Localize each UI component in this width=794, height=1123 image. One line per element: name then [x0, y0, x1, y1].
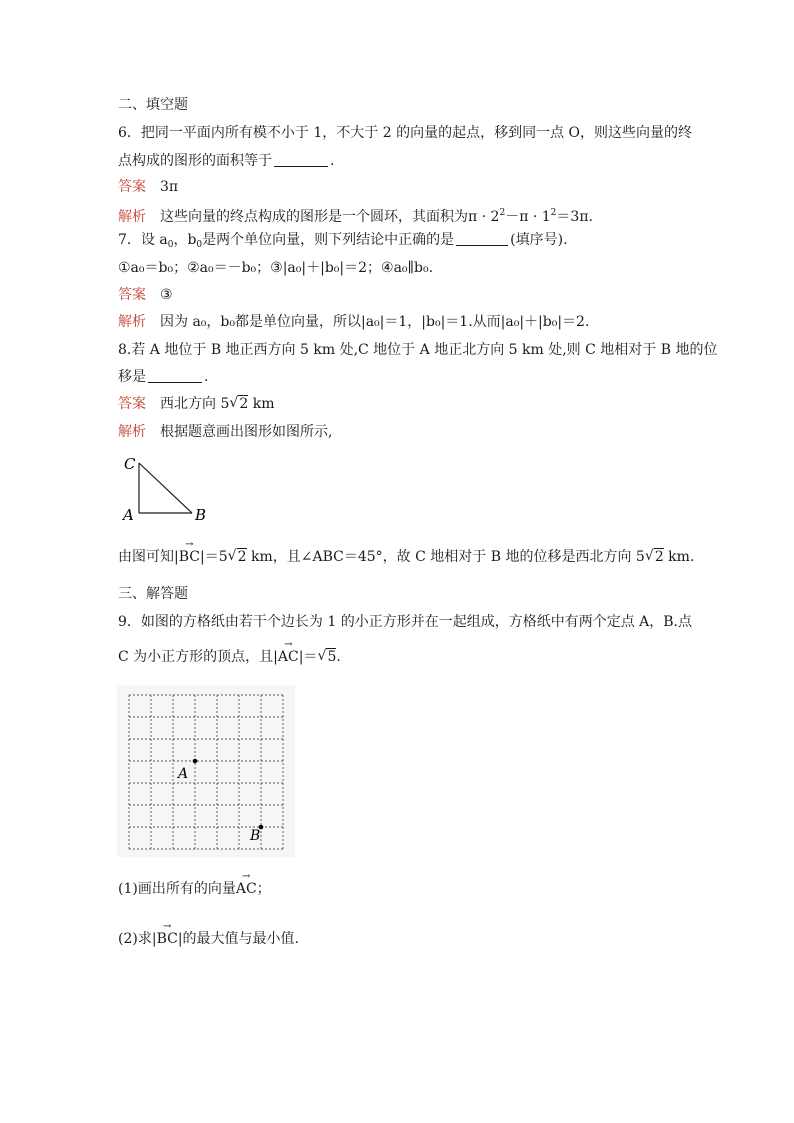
q8-answer-b: km: [248, 396, 275, 412]
label-b: B: [195, 506, 207, 524]
q6-text-line2: [118, 152, 334, 170]
q7-answer: ③: [160, 287, 173, 303]
answer-label: 答案: [118, 287, 146, 303]
q6-analysis-c: ＝3π.: [556, 209, 593, 225]
q6-analysis-a: 这些向量的终点构成的图形是一个圆环，其面积为π · 2: [160, 209, 500, 225]
q7-answer-line: [118, 286, 173, 304]
label-a: A: [123, 506, 134, 524]
vector-bc: → BC: [179, 548, 200, 566]
q9-text-end: .: [336, 649, 341, 665]
triangle-figure: [118, 450, 218, 528]
q8-conclusion-a: 由图可知|: [118, 549, 179, 565]
q7-options: ①a₀＝b₀；②a₀＝－b₀；③|a₀|＋|b₀|＝2；④a₀∥b₀.: [118, 260, 434, 276]
q9-part1: [118, 880, 271, 898]
sqrt-symbol: √ 2: [227, 548, 247, 565]
q9-text-line1: 9．如图的方格纸由若干个边长为 1 的小正方形并在一起组成，方格纸中有两个定点 A，B.点: [118, 614, 693, 630]
section-heading-fill-blank: 二、填空题: [118, 97, 188, 113]
q6-answer: 3π: [160, 179, 179, 195]
q9-part1-end: ；: [256, 881, 271, 897]
q8-conclusion: [118, 548, 694, 566]
q7-analysis-line: [118, 313, 589, 331]
section-heading-solve: 三、解答题: [118, 586, 188, 602]
label-a: A: [178, 766, 189, 782]
vector-bc: → BC: [157, 930, 178, 948]
q8-conclusion-c: km，且∠ABC＝45°，故 C 地相对于 B 地的位移是西北方向 5: [246, 549, 645, 565]
q7-text-b: ，b: [173, 232, 197, 248]
q6-text-line1: 6．把同一平面内所有模不小于 1，不大于 2 的向量的起点，移到同一点 O，则这些向量的终: [118, 125, 692, 141]
vector-ac: → AC: [236, 880, 257, 898]
answer-blank: [456, 231, 508, 246]
answer-label: 答案: [118, 396, 146, 412]
q8-analysis: 根据题意画出图形如图所示,: [160, 424, 333, 440]
q7-text-end: (填序号).: [510, 232, 568, 248]
sqrt-symbol: √ 5: [317, 648, 337, 665]
q6-end: .: [330, 153, 335, 169]
q9-part1-a: (1)画出所有的向量: [118, 881, 236, 897]
q7-text-c: 是两个单位向量，则下列结论中正确的是: [202, 232, 455, 248]
q9-part2-a: (2)求|: [118, 931, 157, 947]
sqrt-symbol: √ 2: [229, 395, 249, 412]
q7-analysis: 因为 a₀，b₀都是单位向量，所以|a₀|＝1，|b₀|＝1.从而|a₀|＋|b₀|＝2.: [160, 314, 590, 330]
sqrt-symbol: √ 2: [644, 548, 664, 565]
q8-conclusion-d: km.: [663, 549, 695, 565]
answer-blank: [148, 368, 202, 383]
analysis-label: 解析: [118, 209, 146, 225]
q6-answer-line: [118, 178, 178, 196]
answer-blank: [274, 152, 328, 167]
grid-background: [117, 685, 295, 857]
q9-text-line2: [118, 648, 341, 666]
q8-answer-a: 西北方向 5: [160, 396, 230, 412]
q7-text-a: 7．设 a: [118, 232, 168, 248]
grid-figure: [117, 685, 295, 857]
q9-text-b: |＝: [298, 649, 318, 665]
label-c: C: [124, 455, 136, 473]
q8-text-line1: 8.若 A 地位于 B 地正西方向 5 km 处,C 地位于 A 地正北方向 5 km 处,则 C 地相对于 B 地的位: [118, 342, 718, 358]
q7-text-line1: 7．设 $a_0$，$b_0$是两个单位向量，则下列结论中正确的是 (填序号).: [118, 232, 568, 250]
q6-text: 点构成的图形的面积等于: [118, 153, 272, 169]
analysis-label: 解析: [118, 424, 146, 440]
q9-part2: [118, 930, 299, 948]
q6-analysis-line: 解析 这些向量的终点构成的图形是一个圆环，其面积为$\pi \cdot 2^2-\pi \cdot 1^2=3\pi$.: [118, 208, 593, 225]
q8-text-line2: [118, 368, 208, 386]
analysis-label: 解析: [118, 314, 146, 330]
q8-text: 移是: [118, 369, 146, 385]
q8-conclusion-b: |＝5: [199, 549, 228, 565]
point-a: [193, 759, 198, 764]
q9-text-a: C 为小正方形的顶点，且|: [118, 649, 278, 665]
q6-analysis-b: －π · 1: [505, 209, 551, 225]
label-b: B: [250, 828, 261, 844]
answer-label: 答案: [118, 179, 146, 195]
vector-ac: → AC: [278, 648, 299, 666]
q8-analysis-line: [118, 423, 332, 441]
side-cb: [139, 463, 192, 513]
q9-part2-b: |的最大值与最小值.: [177, 931, 299, 947]
q8-answer-line: [118, 395, 275, 413]
q8-end: .: [204, 369, 209, 385]
